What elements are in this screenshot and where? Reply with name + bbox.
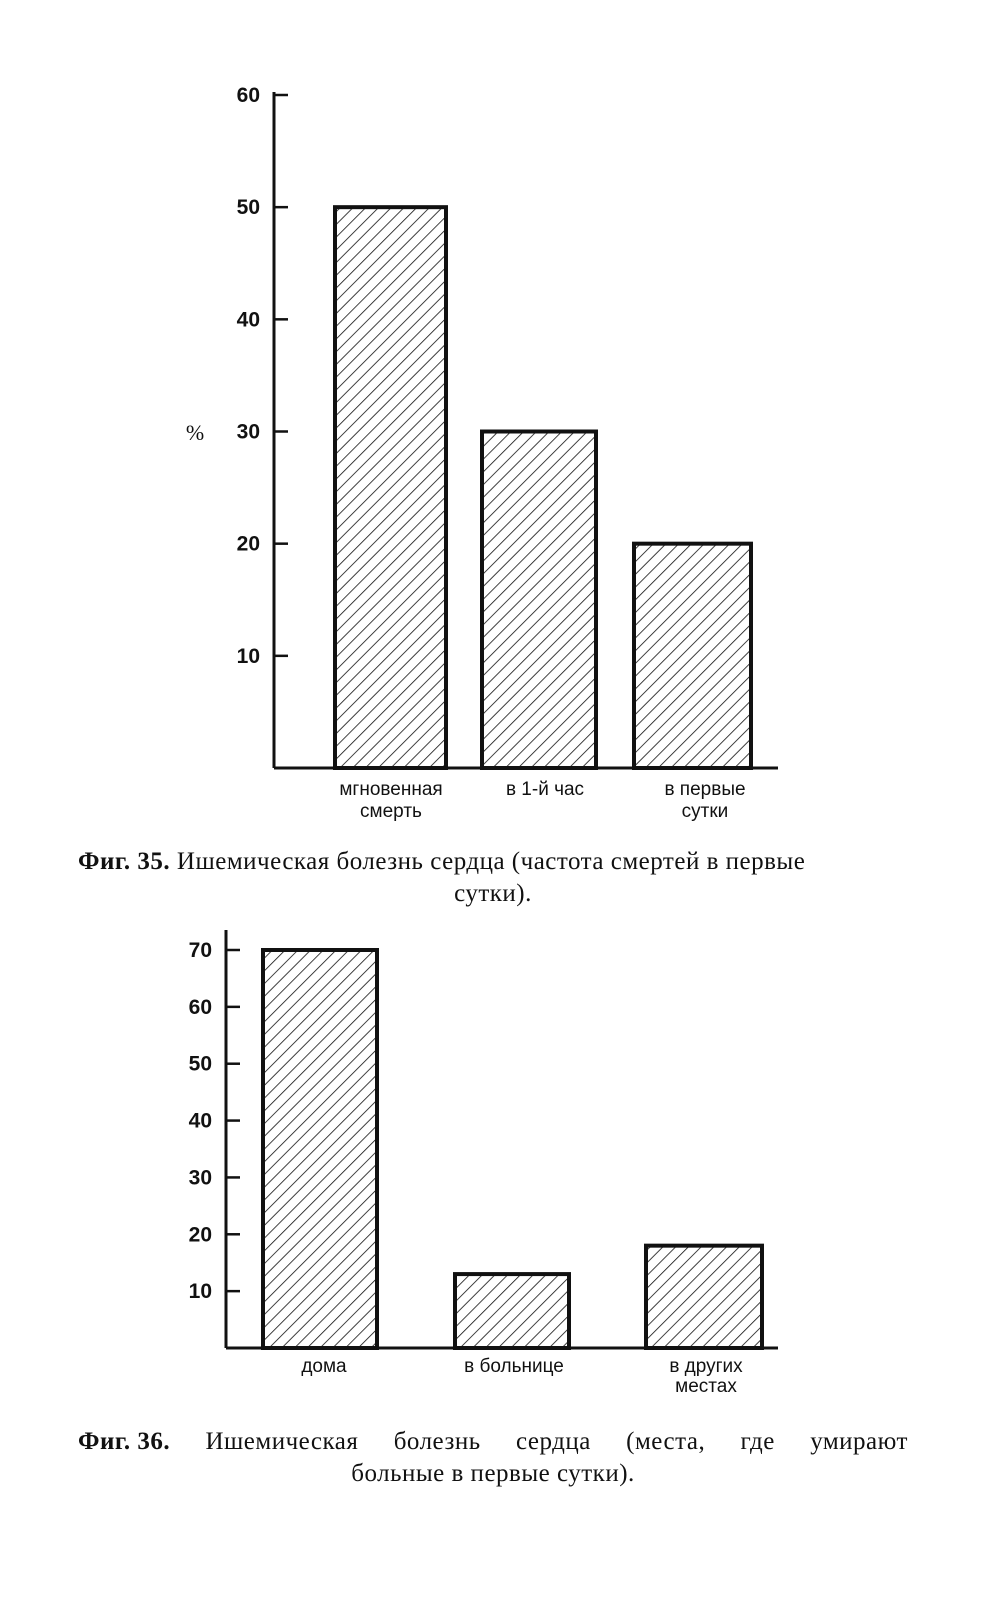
bar <box>634 544 751 768</box>
y-tick-label: 40 <box>236 308 260 332</box>
y-tick-label: 40 <box>188 1109 212 1133</box>
category-label-line: в 1-й час <box>505 779 585 800</box>
y-tick-label: 20 <box>236 532 260 556</box>
y-tick-label: 60 <box>188 995 212 1019</box>
caption-word: (места, <box>626 1428 706 1455</box>
category-label <box>339 779 442 822</box>
y-tick-label: 50 <box>188 1052 212 1076</box>
category-label-line: мгновенная <box>339 779 443 800</box>
figure-label: Фиг. 36. <box>78 1428 171 1455</box>
y-tick-label: 30 <box>188 1166 212 1190</box>
category-label-line: сутки <box>681 801 729 822</box>
bar <box>482 432 596 769</box>
caption-word: умирают <box>810 1428 908 1455</box>
caption-word: сердца <box>515 1428 591 1455</box>
category-label-line: дома <box>301 1356 347 1377</box>
chart-fig-35 <box>186 84 778 822</box>
figure-label: Фиг. 35. <box>78 848 171 875</box>
caption-word: Ишемическая <box>205 1428 359 1455</box>
chart-fig-36 <box>189 930 778 1397</box>
y-tick-label: 50 <box>236 196 260 220</box>
y-tick-label: 60 <box>236 84 260 107</box>
bar <box>335 207 446 768</box>
bar <box>646 1246 762 1348</box>
category-label-line: в других <box>669 1356 743 1377</box>
category-label <box>506 779 584 800</box>
y-axis-label: % <box>185 420 205 445</box>
caption-text: сутки). <box>454 880 532 907</box>
caption-fig-36 <box>78 1426 908 1490</box>
category-label <box>301 1356 347 1377</box>
category-label-line: местах <box>675 1376 737 1397</box>
caption-text: больные в первые сутки). <box>351 1460 635 1487</box>
y-tick-label: 20 <box>188 1223 212 1247</box>
caption-text: Ишемическая болезнь сердца (частота смертей в первые <box>176 848 806 875</box>
caption-fig-35 <box>78 846 908 910</box>
category-label-line: смерть <box>360 801 422 822</box>
bar <box>455 1274 569 1348</box>
category-label <box>669 1356 743 1397</box>
category-label-line: в первые <box>664 779 746 800</box>
category-label-line: в больнице <box>464 1356 564 1377</box>
caption-word: где <box>740 1428 775 1455</box>
y-tick-label: 10 <box>188 1280 212 1304</box>
bar <box>263 950 377 1348</box>
y-tick-label: 70 <box>188 939 212 962</box>
category-label <box>464 1356 564 1377</box>
caption-word: болезнь <box>393 1428 481 1455</box>
y-tick-label: 10 <box>236 644 260 668</box>
category-label <box>664 779 745 822</box>
y-tick-label: 30 <box>236 420 260 444</box>
